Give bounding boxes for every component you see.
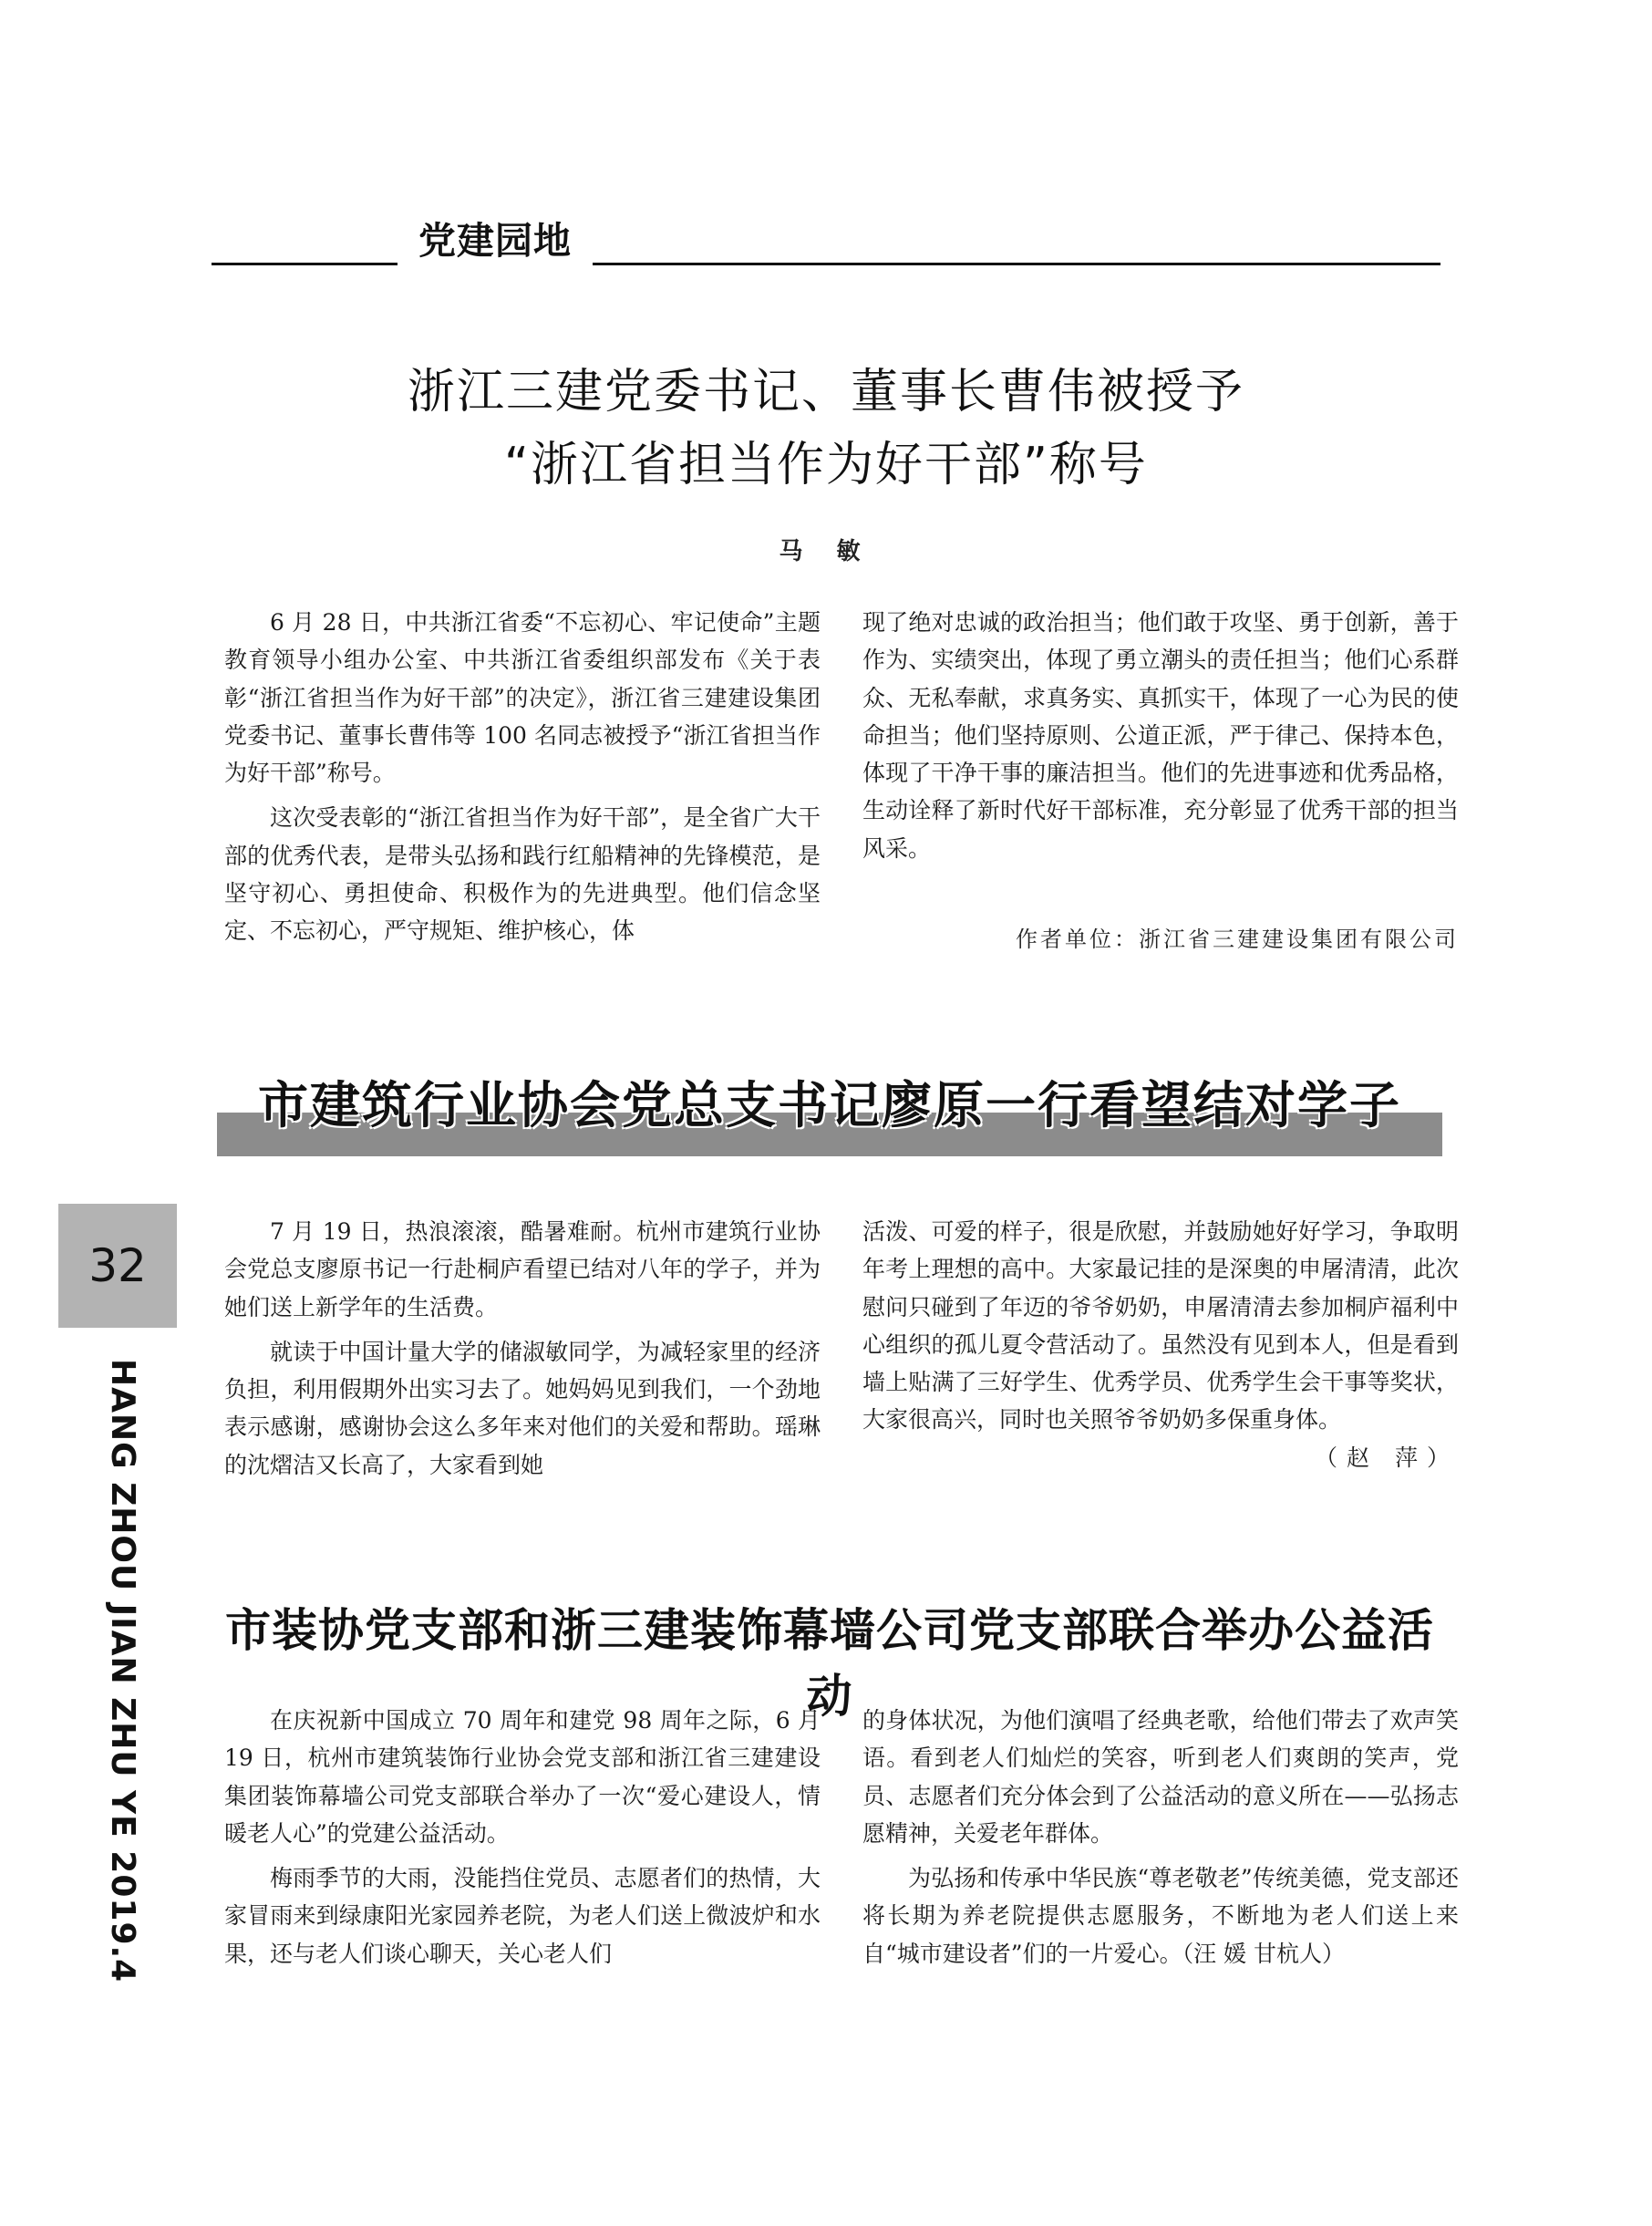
section-rule-right [593, 263, 1440, 265]
article2-credit: （赵 萍） [1315, 1444, 1459, 1471]
article1-paragraph: 现了绝对忠诚的政治担当；他们敢于攻坚、勇于创新，善于作为、实绩突出，体现了勇立潮头的责任担当；他们心系群众、无私奉献，求真务实、真抓实干，体现了一心为民的使命担当；他们坚持原则、公道正派，严于律己、保持本色，体现了干净干事的廉洁担当。他们的先进事迹和优秀品格，生动诠释了新时代好干部标准，充分彰显了优秀干部的担当风采。 [862, 609, 1459, 862]
article1-byline: 作者单位：浙江省三建建设集团有限公司 [1016, 927, 1459, 952]
section-label: 党建园地 [418, 219, 572, 263]
article2-title: 市建筑行业协会党总支书记廖原一行看望结对学子 [257, 1075, 1401, 1134]
page-number: 32 [58, 1204, 177, 1328]
section-rule-left [212, 263, 398, 265]
article1-paragraph: 这次受表彰的“浙江省担当作为好干部”，是全省广大干部的优秀代表，是带头弘扬和践行红船精神的先锋模范，是坚守初心、勇担使命、积极作为的先进典型。他们信念坚定、不忘初心，严守规矩、维护核心，体 [224, 804, 821, 945]
article1-left-column [224, 604, 821, 950]
article2-paragraph: 就读于中国计量大学的储淑敏同学，为减轻家里的经济负担，利用假期外出实习去了。她妈妈见到我们，一个劲地表示感谢，感谢协会这么多年来对他们的关爱和帮助。瑶琳的沈熠洁又长高了，大家看到她 [224, 1338, 821, 1478]
article3-right-column [862, 1702, 1459, 1972]
article3-paragraph: 的身体状况，为他们演唱了经典老歌，给他们带去了欢声笑语。看到老人们灿烂的笑容，听到老人们爽朗的笑声，党员、志愿者们充分体会到了公益活动的意义所在——弘扬志愿精神，关爱老年群体。 [862, 1707, 1459, 1847]
article1-paragraph: 6 月 28 日，中共浙江省委“不忘初心、牢记使命”主题教育领导小组办公室、中共浙江省委组织部发布《关于表彰“浙江省担当作为好干部”的决定》，浙江省三建建设集团党委书记、董事长曹伟等 100 名同志被授予“浙江省担当作为好干部”称号。 [224, 609, 821, 787]
article1-title-line1: 浙江三建党委书记、董事长曹伟被授予 [407, 365, 1244, 419]
article3-title: 市装协党支部和浙三建装饰幕墙公司党支部联合举办公益活动 [225, 1603, 1434, 1723]
article1-title-line2: “浙江省担当作为好干部”称号 [504, 438, 1148, 492]
article2-paragraph: 7 月 19 日，热浪滚滚，酷暑难耐。杭州市建筑行业协会党总支廖原书记一行赴桐庐看望已结对八年的学子，并为她们送上新学年的生活费。 [224, 1218, 821, 1320]
article3-paragraph: 梅雨季节的大雨，没能挡住党员、志愿者们的热情，大家冒雨来到绿康阳光家园养老院，为老人们送上微波炉和水果，还与老人们谈心聊天，关心老人们 [224, 1865, 821, 1967]
article2-left-column [224, 1213, 821, 1484]
article2-right-column [862, 1213, 1459, 1476]
article1-author: 马 敏 [779, 538, 873, 565]
article3-left-column [224, 1702, 821, 1972]
article1-right-column [862, 604, 1459, 867]
article2-paragraph: 活泼、可爱的样子，很是欣慰，并鼓励她好好学习，争取明年考上理想的高中。大家最记挂的是深奥的申屠清清，此次慰问只碰到了年迈的爷爷奶奶，申屠清清去参加桐庐福利中心组织的孤儿夏令营活动了。虽然没有见到本人，但是看到墙上贴满了三好学生、优秀学员、优秀学生会干事等奖状，大家很高兴，同时也关照爷爷奶奶多保重身体。 [862, 1218, 1459, 1434]
article3-paragraph: 为弘扬和传承中华民族“尊老敬老”传统美德，党支部还将长期为养老院提供志愿服务，不断地为老人们送上来自“城市建设者”们的一片爱心。（汪 媛 甘杭人） [862, 1865, 1459, 1967]
journal-running-title: HANG ZHOU JIAN ZHU YE 2019.4 [104, 1359, 141, 1983]
article3-paragraph: 在庆祝新中国成立 70 周年和建党 98 周年之际，6 月 19 日，杭州市建筑装饰行业协会党支部和浙江省三建建设集团装饰幕墙公司党支部联合举办了一次“爱心建设人，情暖老人心”的党建公益活动。 [224, 1707, 821, 1847]
